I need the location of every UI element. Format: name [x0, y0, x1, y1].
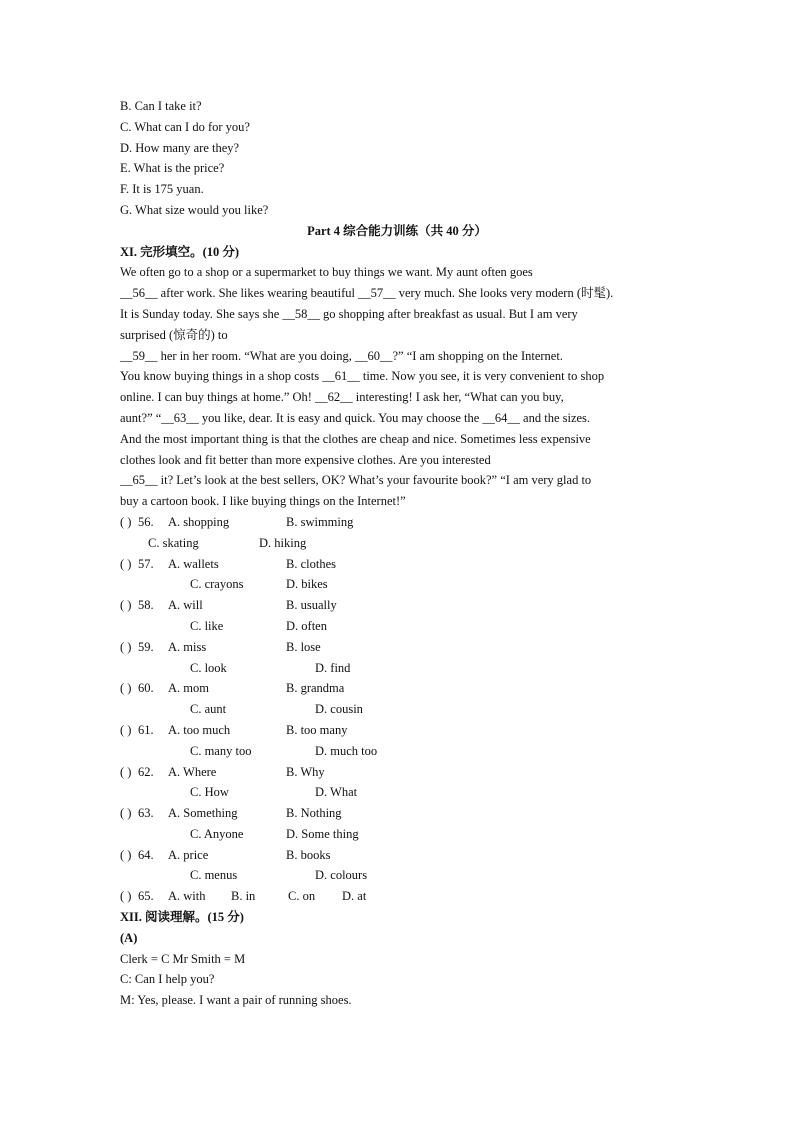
option-c: C. crayons [190, 577, 244, 592]
passage-line: __56__ after work. She likes wearing beautiful __57__ very much. She looks very modern (时髦). [120, 286, 614, 301]
question-57 [120, 554, 674, 575]
question-number: 62. [138, 764, 154, 779]
question-number: 60. [138, 681, 154, 696]
option-a: A. Something [168, 806, 238, 821]
passage-line: We often go to a shop or a supermarket to buy things we want. My aunt often goes [120, 265, 533, 280]
option-d: D. hiking [259, 535, 307, 550]
document-page [120, 96, 674, 1011]
option-a: A. price [168, 847, 209, 862]
cloze-passage [120, 262, 674, 512]
question-61 [120, 720, 674, 741]
option-line: F. It is 175 yuan. [120, 182, 204, 197]
option-a: A. will [168, 598, 203, 613]
answer-blank: ( ) [120, 806, 132, 821]
option-c: C. menus [190, 868, 238, 883]
question-number: 57. [138, 556, 154, 571]
option-d: D. Some thing [286, 826, 359, 841]
question-number: 59. [138, 639, 154, 654]
question-58-cont [120, 616, 674, 637]
option-a: A. shopping [168, 514, 230, 529]
option-c: C. Anyone [190, 826, 244, 841]
question-63-cont [120, 824, 674, 845]
dialogue-line: Clerk = C Mr Smith = M [120, 951, 246, 966]
option-line: B. Can I take it? [120, 99, 202, 113]
option-b: B. lose [286, 639, 321, 654]
option-line: G. What size would you like? [120, 202, 269, 217]
passage-line: buy a cartoon book. I like buying things on the Internet!” [120, 494, 406, 509]
answer-blank: ( ) [120, 514, 132, 529]
question-65 [120, 886, 674, 907]
option-c: C. on [288, 889, 316, 904]
answer-blank: ( ) [120, 764, 132, 779]
question-number: 61. [138, 722, 154, 737]
part-title: Part 4 综合能力训练（共 40 分） [307, 223, 487, 238]
answer-blank: ( ) [120, 889, 132, 904]
option-a: A. Where [168, 764, 217, 779]
question-59-cont [120, 658, 674, 679]
option-c: C. aunt [190, 702, 227, 717]
subsection-label: (A) [120, 930, 138, 945]
question-62-cont [120, 782, 674, 803]
option-b: B. too many [286, 722, 348, 737]
option-c: C. many too [190, 743, 252, 758]
option-c: C. look [190, 660, 227, 675]
option-b: B. swimming [286, 514, 354, 529]
option-line: E. What is the price? [120, 161, 225, 176]
passage-line: And the most important thing is that the clothes are cheap and nice. Sometimes less expensive [120, 431, 591, 446]
question-number: 63. [138, 806, 154, 821]
answer-blank: ( ) [120, 556, 132, 571]
option-b: B. Why [286, 764, 325, 779]
option-d: D. bikes [286, 577, 328, 592]
question-63 [120, 803, 674, 824]
passage-line: It is Sunday today. She says she __58__ go shopping after breakfast as usual. But I am very [120, 306, 578, 321]
question-number: 65. [138, 889, 154, 904]
option-d: D. often [286, 618, 327, 633]
option-b: B. usually [286, 598, 337, 613]
question-number: 56. [138, 514, 154, 529]
question-59 [120, 637, 674, 658]
question-61-cont [120, 741, 674, 762]
dialogue-line: M: Yes, please. I want a pair of running shoes. [120, 993, 352, 1008]
passage-line: aunt?” “__63__ you like, dear. It is easy and quick. You may choose the __64__ and the sizes. [120, 410, 591, 425]
option-d: D. What [315, 785, 358, 800]
passage-line: surprised (惊奇的) to [120, 327, 228, 342]
option-b: B. grandma [286, 681, 345, 696]
answer-blank: ( ) [120, 847, 132, 862]
option-a: A. too much [168, 722, 231, 737]
option-b: B. in [231, 889, 256, 904]
section-title: XI. 完形填空。(10 分) [120, 244, 240, 259]
question-number: 64. [138, 847, 154, 862]
passage-line: You know buying things in a shop costs __61__ time. Now you see, it is very convenient to shop [120, 369, 605, 384]
option-a: A. with [168, 889, 206, 904]
option-d: D. colours [315, 868, 368, 883]
option-a: A. wallets [168, 556, 219, 571]
option-a: A. miss [168, 639, 207, 654]
passage-line: clothes look and fit better than more expensive clothes. Are you interested [120, 452, 491, 467]
option-b: B. Nothing [286, 806, 342, 821]
option-d: D. at [342, 889, 367, 904]
question-56-cont [120, 533, 674, 554]
answer-blank: ( ) [120, 639, 132, 654]
option-b: B. books [286, 847, 331, 862]
question-64-cont [120, 865, 674, 886]
passage-line: online. I can buy things at home.” Oh! __62__ interesting! I ask her, “What can you buy, [120, 390, 564, 405]
answer-blank: ( ) [120, 681, 132, 696]
passage-line: __59__ her in her room. “What are you doing, __60__?” “I am shopping on the Internet. [120, 348, 563, 363]
option-c: C. like [190, 618, 224, 633]
question-number: 58. [138, 598, 154, 613]
option-d: D. much too [315, 743, 378, 758]
question-62 [120, 762, 674, 783]
answer-blank: ( ) [120, 598, 132, 613]
option-d: D. cousin [315, 702, 363, 717]
option-c: C. How [190, 785, 229, 800]
passage-line: __65__ it? Let’s look at the best sellers, OK? What’s your favourite book?” “I am very glad to [120, 473, 592, 488]
option-a: A. mom [168, 681, 209, 696]
section-title: XII. 阅读理解。(15 分) [120, 910, 244, 925]
dialogue-line: C: Can I help you? [120, 972, 215, 987]
option-c: C. skating [148, 535, 199, 550]
option-line: C. What can I do for you? [120, 119, 250, 134]
option-b: B. clothes [286, 556, 336, 571]
question-64 [120, 845, 674, 866]
answer-blank: ( ) [120, 722, 132, 737]
question-58 [120, 595, 674, 616]
question-60-cont [120, 699, 674, 720]
question-60 [120, 678, 674, 699]
question-56 [120, 512, 674, 533]
question-57-cont [120, 574, 674, 595]
option-d: D. find [315, 660, 351, 675]
option-line: D. How many are they? [120, 140, 240, 155]
